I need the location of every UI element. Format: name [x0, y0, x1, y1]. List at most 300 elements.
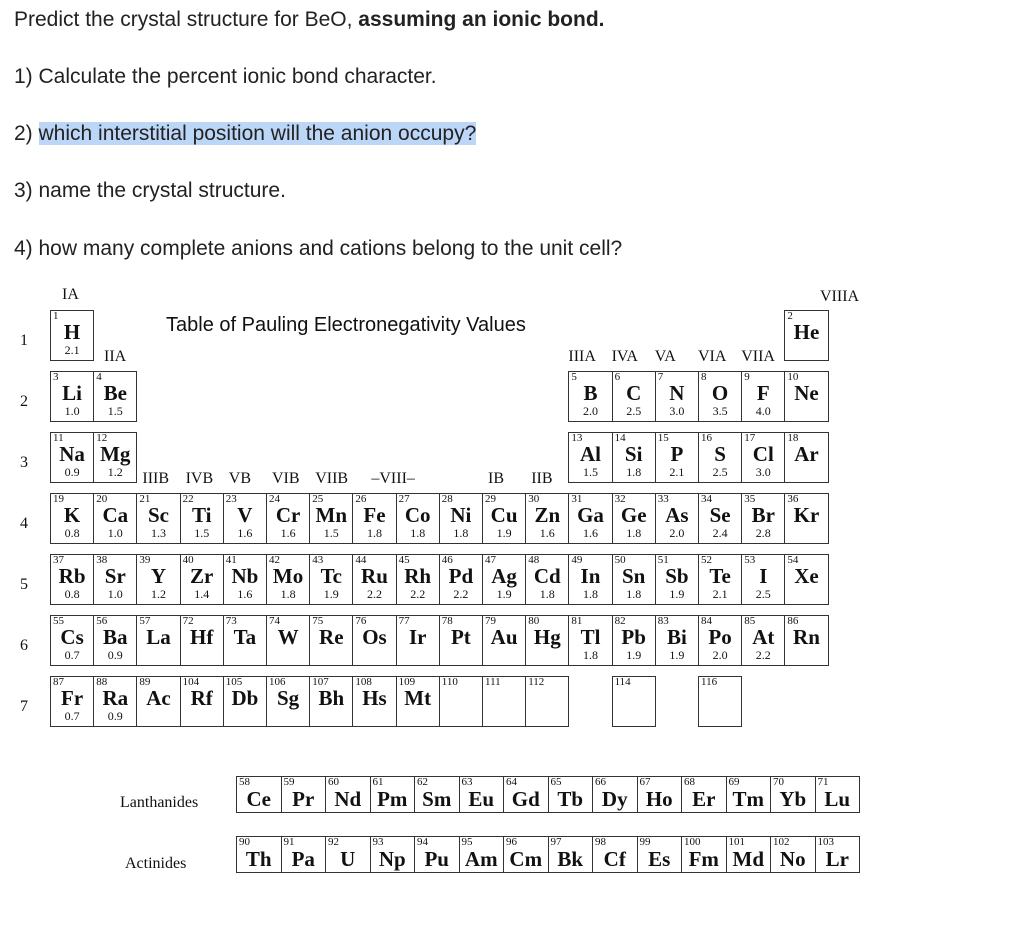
element-cell-ac — [136, 676, 180, 727]
electronegativity-value: 1.8 — [410, 526, 426, 540]
element-symbol: Cl — [752, 442, 774, 466]
atomic-number: 107 — [312, 676, 329, 688]
element-cell-er — [681, 776, 727, 813]
element-symbol: K — [63, 503, 81, 527]
atomic-number: 82 — [614, 615, 626, 627]
element-cell-na — [50, 432, 94, 483]
element-symbol: Po — [708, 625, 732, 649]
element-cell-w — [266, 615, 310, 666]
element-symbol: Fm — [688, 847, 719, 871]
atomic-number: 14 — [614, 432, 626, 444]
lanthanides-label: Lanthanides — [120, 794, 199, 811]
element-symbol: Sr — [104, 564, 126, 588]
element-symbol: Fe — [363, 503, 386, 527]
atomic-number: 58 — [239, 776, 250, 788]
element-cell-au — [482, 615, 526, 666]
question-2-highlighted-text[interactable]: which interstitial position will the anion occupy? — [38, 122, 477, 145]
group-label-p-block: VIA — [698, 348, 727, 365]
element-cell-eu — [459, 776, 505, 813]
atomic-number: 33 — [657, 493, 669, 505]
element-symbol: S — [714, 442, 726, 466]
element-cell-fr — [50, 676, 94, 727]
electronegativity-value: 1.4 — [194, 587, 210, 601]
atomic-number: 76 — [355, 615, 367, 627]
element-symbol: Gd — [511, 787, 540, 811]
element-symbol: Rf — [190, 686, 213, 710]
element-symbol: Th — [245, 847, 272, 871]
element-symbol: Ba — [103, 625, 128, 649]
element-symbol: Es — [648, 847, 671, 871]
electronegativity-value: 2.8 — [755, 526, 771, 540]
element-symbol: Sb — [665, 564, 689, 588]
element-symbol: Ni — [450, 503, 472, 527]
group-label-d-block: VB — [228, 470, 252, 487]
element-cell-ra — [93, 676, 137, 727]
atomic-number: 63 — [461, 776, 473, 788]
electronegativity-value: 1.6 — [539, 526, 555, 540]
group-label-d-block: IVB — [185, 470, 214, 487]
element-symbol: Tm — [732, 787, 764, 811]
element-symbol: Rb — [58, 564, 86, 588]
electronegativity-value: 0.8 — [64, 587, 80, 601]
atomic-number: 95 — [461, 836, 473, 848]
element-symbol: Mg — [100, 442, 131, 466]
atomic-number: 84 — [701, 615, 712, 627]
element-cell-cf — [592, 836, 638, 873]
atomic-number: 62 — [417, 776, 428, 788]
electronegativity-value: 1.0 — [64, 404, 80, 418]
group-label-d-block: VIB — [272, 470, 300, 487]
element-cell-li — [50, 371, 94, 422]
element-symbol: U — [340, 847, 356, 871]
element-symbol: Na — [59, 442, 85, 466]
atomic-number: 70 — [773, 776, 784, 788]
atomic-number: 36 — [787, 493, 799, 505]
element-cell-sr — [93, 554, 137, 605]
atomic-number: 34 — [701, 493, 712, 505]
atomic-number: 64 — [506, 776, 517, 788]
element-cell-ru — [352, 554, 396, 605]
element-symbol: Xe — [794, 564, 819, 588]
atomic-number: 80 — [528, 615, 540, 627]
element-symbol: Sc — [147, 503, 169, 527]
atomic-number: 50 — [614, 554, 626, 566]
atomic-number: 100 — [684, 836, 701, 848]
atomic-number: 39 — [139, 554, 151, 566]
electronegativity-value: 1.0 — [107, 526, 123, 540]
atomic-number: 23 — [225, 493, 237, 505]
electronegativity-value: 0.8 — [64, 526, 80, 540]
element-symbol: Li — [62, 381, 83, 405]
element-cell-fm — [681, 836, 727, 873]
element-cell-at — [741, 615, 785, 666]
element-symbol: Nd — [334, 787, 362, 811]
element-symbol: Bi — [666, 625, 687, 649]
element-cell-p — [655, 432, 699, 483]
atomic-number: 77 — [398, 615, 410, 627]
atomic-number: 8 — [701, 371, 707, 383]
question-1: 1) Calculate the percent ionic bond character. — [14, 65, 437, 88]
element-cell-tm — [726, 776, 772, 813]
element-symbol: As — [665, 503, 689, 527]
element-cell-sg — [266, 676, 310, 727]
element-symbol: Hs — [362, 686, 387, 710]
element-cell-db — [223, 676, 267, 727]
element-symbol: Ag — [491, 564, 517, 588]
group-label-p-block: IIIA — [568, 348, 596, 365]
element-cell-k — [50, 493, 94, 544]
element-symbol: Ac — [146, 686, 171, 710]
element-cell-bh — [309, 676, 353, 727]
element-cell-z116 — [698, 676, 742, 727]
element-cell-br — [741, 493, 785, 544]
element-cell-f — [741, 371, 785, 422]
electronegativity-value: 2.0 — [582, 404, 598, 418]
element-cell-xe — [784, 554, 828, 605]
atomic-number: 10 — [787, 371, 799, 383]
electronegativity-value: 2.2 — [755, 648, 771, 662]
element-cell-es — [637, 836, 683, 873]
question-3: 3) name the crystal structure. — [14, 179, 286, 202]
electronegativity-value: 1.5 — [107, 404, 123, 418]
element-symbol: Ge — [620, 503, 647, 527]
group-label-d-block: VIIB — [315, 470, 349, 487]
electronegativity-value: 1.9 — [496, 526, 512, 540]
element-symbol: Pm — [377, 787, 408, 811]
element-symbol: Pt — [450, 625, 471, 649]
atomic-number: 41 — [225, 554, 237, 566]
electronegativity-value: 2.5 — [755, 587, 771, 601]
electronegativity-value: 1.5 — [323, 526, 339, 540]
element-cell-tc — [309, 554, 353, 605]
group-label-d-block: IIB — [531, 470, 553, 487]
atomic-number: 61 — [372, 776, 384, 788]
element-cell-sb — [655, 554, 699, 605]
period-number: 7 — [20, 698, 28, 715]
electronegativity-value: 0.9 — [107, 709, 123, 723]
element-cell-lr — [815, 836, 861, 873]
atomic-number: 55 — [53, 615, 64, 627]
atomic-number: 27 — [398, 493, 410, 505]
atomic-number: 59 — [283, 776, 295, 788]
element-cell-ag — [482, 554, 526, 605]
atomic-number: 40 — [182, 554, 194, 566]
element-cell-pm — [370, 776, 416, 813]
element-cell-gd — [503, 776, 549, 813]
element-cell-h — [50, 310, 94, 361]
element-cell-pd — [439, 554, 483, 605]
element-cell-ni — [439, 493, 483, 544]
element-symbol: Os — [362, 625, 387, 649]
element-symbol: Rn — [793, 625, 820, 649]
element-cell-n — [655, 371, 699, 422]
element-cell-ti — [180, 493, 224, 544]
atomic-number: 37 — [53, 554, 64, 566]
element-symbol: Zn — [534, 503, 561, 527]
electronegativity-value: 0.9 — [64, 465, 80, 479]
element-symbol: Ce — [246, 787, 271, 811]
element-cell-mt — [396, 676, 440, 727]
element-cell-b — [568, 371, 612, 422]
element-cell-mo — [266, 554, 310, 605]
element-cell-z112 — [525, 676, 569, 727]
element-symbol: Ho — [645, 787, 673, 811]
element-cell-zn — [525, 493, 569, 544]
atomic-number: 101 — [728, 836, 745, 848]
element-cell-po — [698, 615, 742, 666]
element-symbol: Yb — [779, 787, 807, 811]
atomic-number: 110 — [441, 676, 458, 688]
atomic-number: 13 — [571, 432, 583, 444]
atomic-number: 44 — [355, 554, 367, 566]
element-cell-pr — [281, 776, 327, 813]
element-symbol: Tb — [557, 787, 584, 811]
element-symbol: Sn — [622, 564, 646, 588]
element-cell-se — [698, 493, 742, 544]
element-cell-th — [236, 836, 282, 873]
element-symbol: H — [63, 320, 81, 344]
electronegativity-value: 1.8 — [626, 587, 642, 601]
atomic-number: 42 — [269, 554, 280, 566]
element-symbol: O — [711, 381, 729, 405]
atomic-number: 17 — [744, 432, 756, 444]
element-cell-i — [741, 554, 785, 605]
element-symbol: Mo — [272, 564, 304, 588]
group-label-p-block: VIIA — [741, 348, 775, 365]
electronegativity-value: 1.6 — [237, 587, 253, 601]
element-cell-mg — [93, 432, 137, 483]
atomic-number: 9 — [744, 371, 750, 383]
group-label-p-block: VA — [654, 348, 676, 365]
element-symbol: Mt — [404, 686, 432, 710]
element-symbol: Er — [692, 787, 716, 811]
element-cell-mn — [309, 493, 353, 544]
element-cell-nb — [223, 554, 267, 605]
electronegativity-value: 2.2 — [366, 587, 382, 601]
element-cell-fe — [352, 493, 396, 544]
element-symbol: F — [756, 381, 770, 405]
element-symbol: V — [237, 503, 253, 527]
electronegativity-value: 2.1 — [669, 465, 685, 479]
atomic-number: 22 — [182, 493, 194, 505]
element-cell-bi — [655, 615, 699, 666]
atomic-number: 93 — [372, 836, 384, 848]
element-cell-os — [352, 615, 396, 666]
atomic-number: 92 — [328, 836, 339, 848]
element-symbol: Cu — [490, 503, 518, 527]
electronegativity-value: 1.9 — [323, 587, 339, 601]
element-symbol: Mn — [315, 503, 348, 527]
element-cell-as — [655, 493, 699, 544]
element-cell-y — [136, 554, 180, 605]
electronegativity-value: 4.0 — [755, 404, 771, 418]
element-cell-al — [568, 432, 612, 483]
element-symbol: Kr — [793, 503, 820, 527]
element-symbol: Dy — [601, 787, 628, 811]
element-cell-sn — [612, 554, 656, 605]
element-cell-cu — [482, 493, 526, 544]
atomic-number: 54 — [787, 554, 799, 566]
atomic-number: 98 — [595, 836, 606, 848]
period-number: 2 — [20, 393, 28, 410]
element-cell-v — [223, 493, 267, 544]
atomic-number: 91 — [283, 836, 295, 848]
atomic-number: 46 — [441, 554, 453, 566]
atomic-number: 11 — [53, 432, 64, 444]
atomic-number: 6 — [614, 371, 621, 383]
period-number: 5 — [20, 576, 28, 593]
atomic-number: 74 — [269, 615, 280, 627]
atomic-number: 116 — [701, 676, 718, 688]
periodic-table-title: Table of Pauling Electronegativity Values — [166, 314, 526, 336]
atomic-number: 71 — [817, 776, 829, 788]
atomic-number: 86 — [787, 615, 799, 627]
intro-bold-text: assuming an ionic bond. — [358, 8, 605, 31]
electronegativity-value: 1.6 — [582, 526, 598, 540]
atomic-number: 79 — [485, 615, 496, 627]
element-cell-rf — [180, 676, 224, 727]
element-symbol: Lu — [824, 787, 851, 811]
electronegativity-value: 3.5 — [712, 404, 728, 418]
electronegativity-value: 1.8 — [582, 587, 598, 601]
element-cell-am — [459, 836, 505, 873]
element-cell-te — [698, 554, 742, 605]
element-symbol: Ra — [102, 686, 129, 710]
element-symbol: Pd — [448, 564, 474, 588]
element-symbol: Ar — [794, 442, 819, 466]
atomic-number: 106 — [269, 676, 286, 688]
element-cell-c — [612, 371, 656, 422]
element-cell-cd — [525, 554, 569, 605]
atomic-number: 67 — [639, 776, 651, 788]
electronegativity-value: 2.0 — [669, 526, 685, 540]
atomic-number: 31 — [571, 493, 583, 505]
electronegativity-value: 1.9 — [626, 648, 642, 662]
electronegativity-value: 1.8 — [453, 526, 469, 540]
group-label-d-block: –VIII– — [371, 470, 415, 487]
element-cell-md — [726, 836, 772, 873]
element-cell-tb — [548, 776, 594, 813]
atomic-number: 66 — [595, 776, 606, 788]
element-cell-ca — [93, 493, 137, 544]
atomic-number: 43 — [312, 554, 324, 566]
atomic-number: 48 — [528, 554, 540, 566]
element-symbol: Hg — [533, 625, 561, 649]
atomic-number: 3 — [53, 371, 59, 383]
element-symbol: Zr — [190, 564, 214, 588]
atomic-number: 19 — [53, 493, 64, 505]
element-symbol: Tc — [320, 564, 342, 588]
atomic-number: 2 — [787, 310, 793, 322]
element-cell-re — [309, 615, 353, 666]
atomic-number: 68 — [684, 776, 695, 788]
element-cell-tl — [568, 615, 612, 666]
element-cell-cs — [50, 615, 94, 666]
electronegativity-value: 1.8 — [626, 465, 642, 479]
element-symbol: Ir — [408, 625, 427, 649]
electronegativity-value: 0.7 — [64, 709, 80, 723]
element-symbol: Lr — [825, 847, 849, 871]
electronegativity-value: 1.6 — [280, 526, 296, 540]
element-cell-cr — [266, 493, 310, 544]
element-symbol: Ca — [102, 503, 129, 527]
electronegativity-value: 2.4 — [712, 526, 728, 540]
atomic-number: 30 — [528, 493, 540, 505]
atomic-number: 51 — [657, 554, 669, 566]
element-symbol: Te — [709, 564, 731, 588]
electronegativity-value: 1.9 — [496, 587, 512, 601]
element-symbol: Md — [732, 847, 764, 871]
element-cell-sm — [414, 776, 460, 813]
atomic-number: 45 — [398, 554, 410, 566]
element-symbol: B — [583, 381, 598, 405]
element-symbol: La — [146, 625, 171, 649]
element-cell-no — [770, 836, 816, 873]
element-symbol: Pb — [621, 625, 646, 649]
element-symbol: Re — [319, 625, 344, 649]
element-cell-u — [325, 836, 371, 873]
element-cell-in — [568, 554, 612, 605]
atomic-number: 72 — [182, 615, 194, 627]
atomic-number: 65 — [550, 776, 562, 788]
element-cell-pb — [612, 615, 656, 666]
electronegativity-value: 2.1 — [64, 343, 80, 357]
atomic-number: 29 — [485, 493, 496, 505]
element-cell-yb — [770, 776, 816, 813]
element-cell-co — [396, 493, 440, 544]
element-symbol: At — [752, 625, 775, 649]
electronegativity-value: 1.9 — [669, 587, 685, 601]
group-label-iia: IIA — [104, 348, 127, 365]
electronegativity-value: 1.8 — [366, 526, 382, 540]
element-cell-hg — [525, 615, 569, 666]
element-symbol: Tl — [580, 625, 601, 649]
element-symbol: Sm — [422, 787, 452, 811]
group-label-viiia: VIIIA — [820, 288, 860, 305]
element-symbol: Be — [103, 381, 127, 405]
actinides-label: Actinides — [125, 855, 187, 872]
atomic-number: 88 — [96, 676, 108, 688]
element-symbol: P — [670, 442, 684, 466]
electronegativity-value: 2.2 — [453, 587, 469, 601]
atomic-number: 83 — [657, 615, 669, 627]
period-number: 6 — [20, 637, 28, 654]
electronegativity-value: 1.2 — [150, 587, 166, 601]
element-cell-ga — [568, 493, 612, 544]
atomic-number: 99 — [639, 836, 651, 848]
element-cell-rn — [784, 615, 828, 666]
element-symbol: Db — [231, 686, 259, 710]
element-symbol: Np — [378, 847, 406, 871]
element-symbol: Cf — [603, 847, 626, 871]
element-cell-ho — [637, 776, 683, 813]
period-number: 3 — [20, 454, 28, 471]
atomic-number: 105 — [225, 676, 243, 688]
atomic-number: 49 — [571, 554, 583, 566]
atomic-number: 87 — [53, 676, 64, 688]
element-cell-kr — [784, 493, 828, 544]
atomic-number: 18 — [787, 432, 799, 444]
atomic-number: 52 — [701, 554, 712, 566]
atomic-number: 56 — [96, 615, 108, 627]
atomic-number: 96 — [506, 836, 517, 848]
atomic-number: 73 — [225, 615, 237, 627]
element-symbol: No — [779, 847, 806, 871]
element-cell-o — [698, 371, 742, 422]
element-cell-nd — [325, 776, 371, 813]
element-symbol: Bh — [318, 686, 345, 710]
element-symbol: Fr — [61, 686, 84, 710]
